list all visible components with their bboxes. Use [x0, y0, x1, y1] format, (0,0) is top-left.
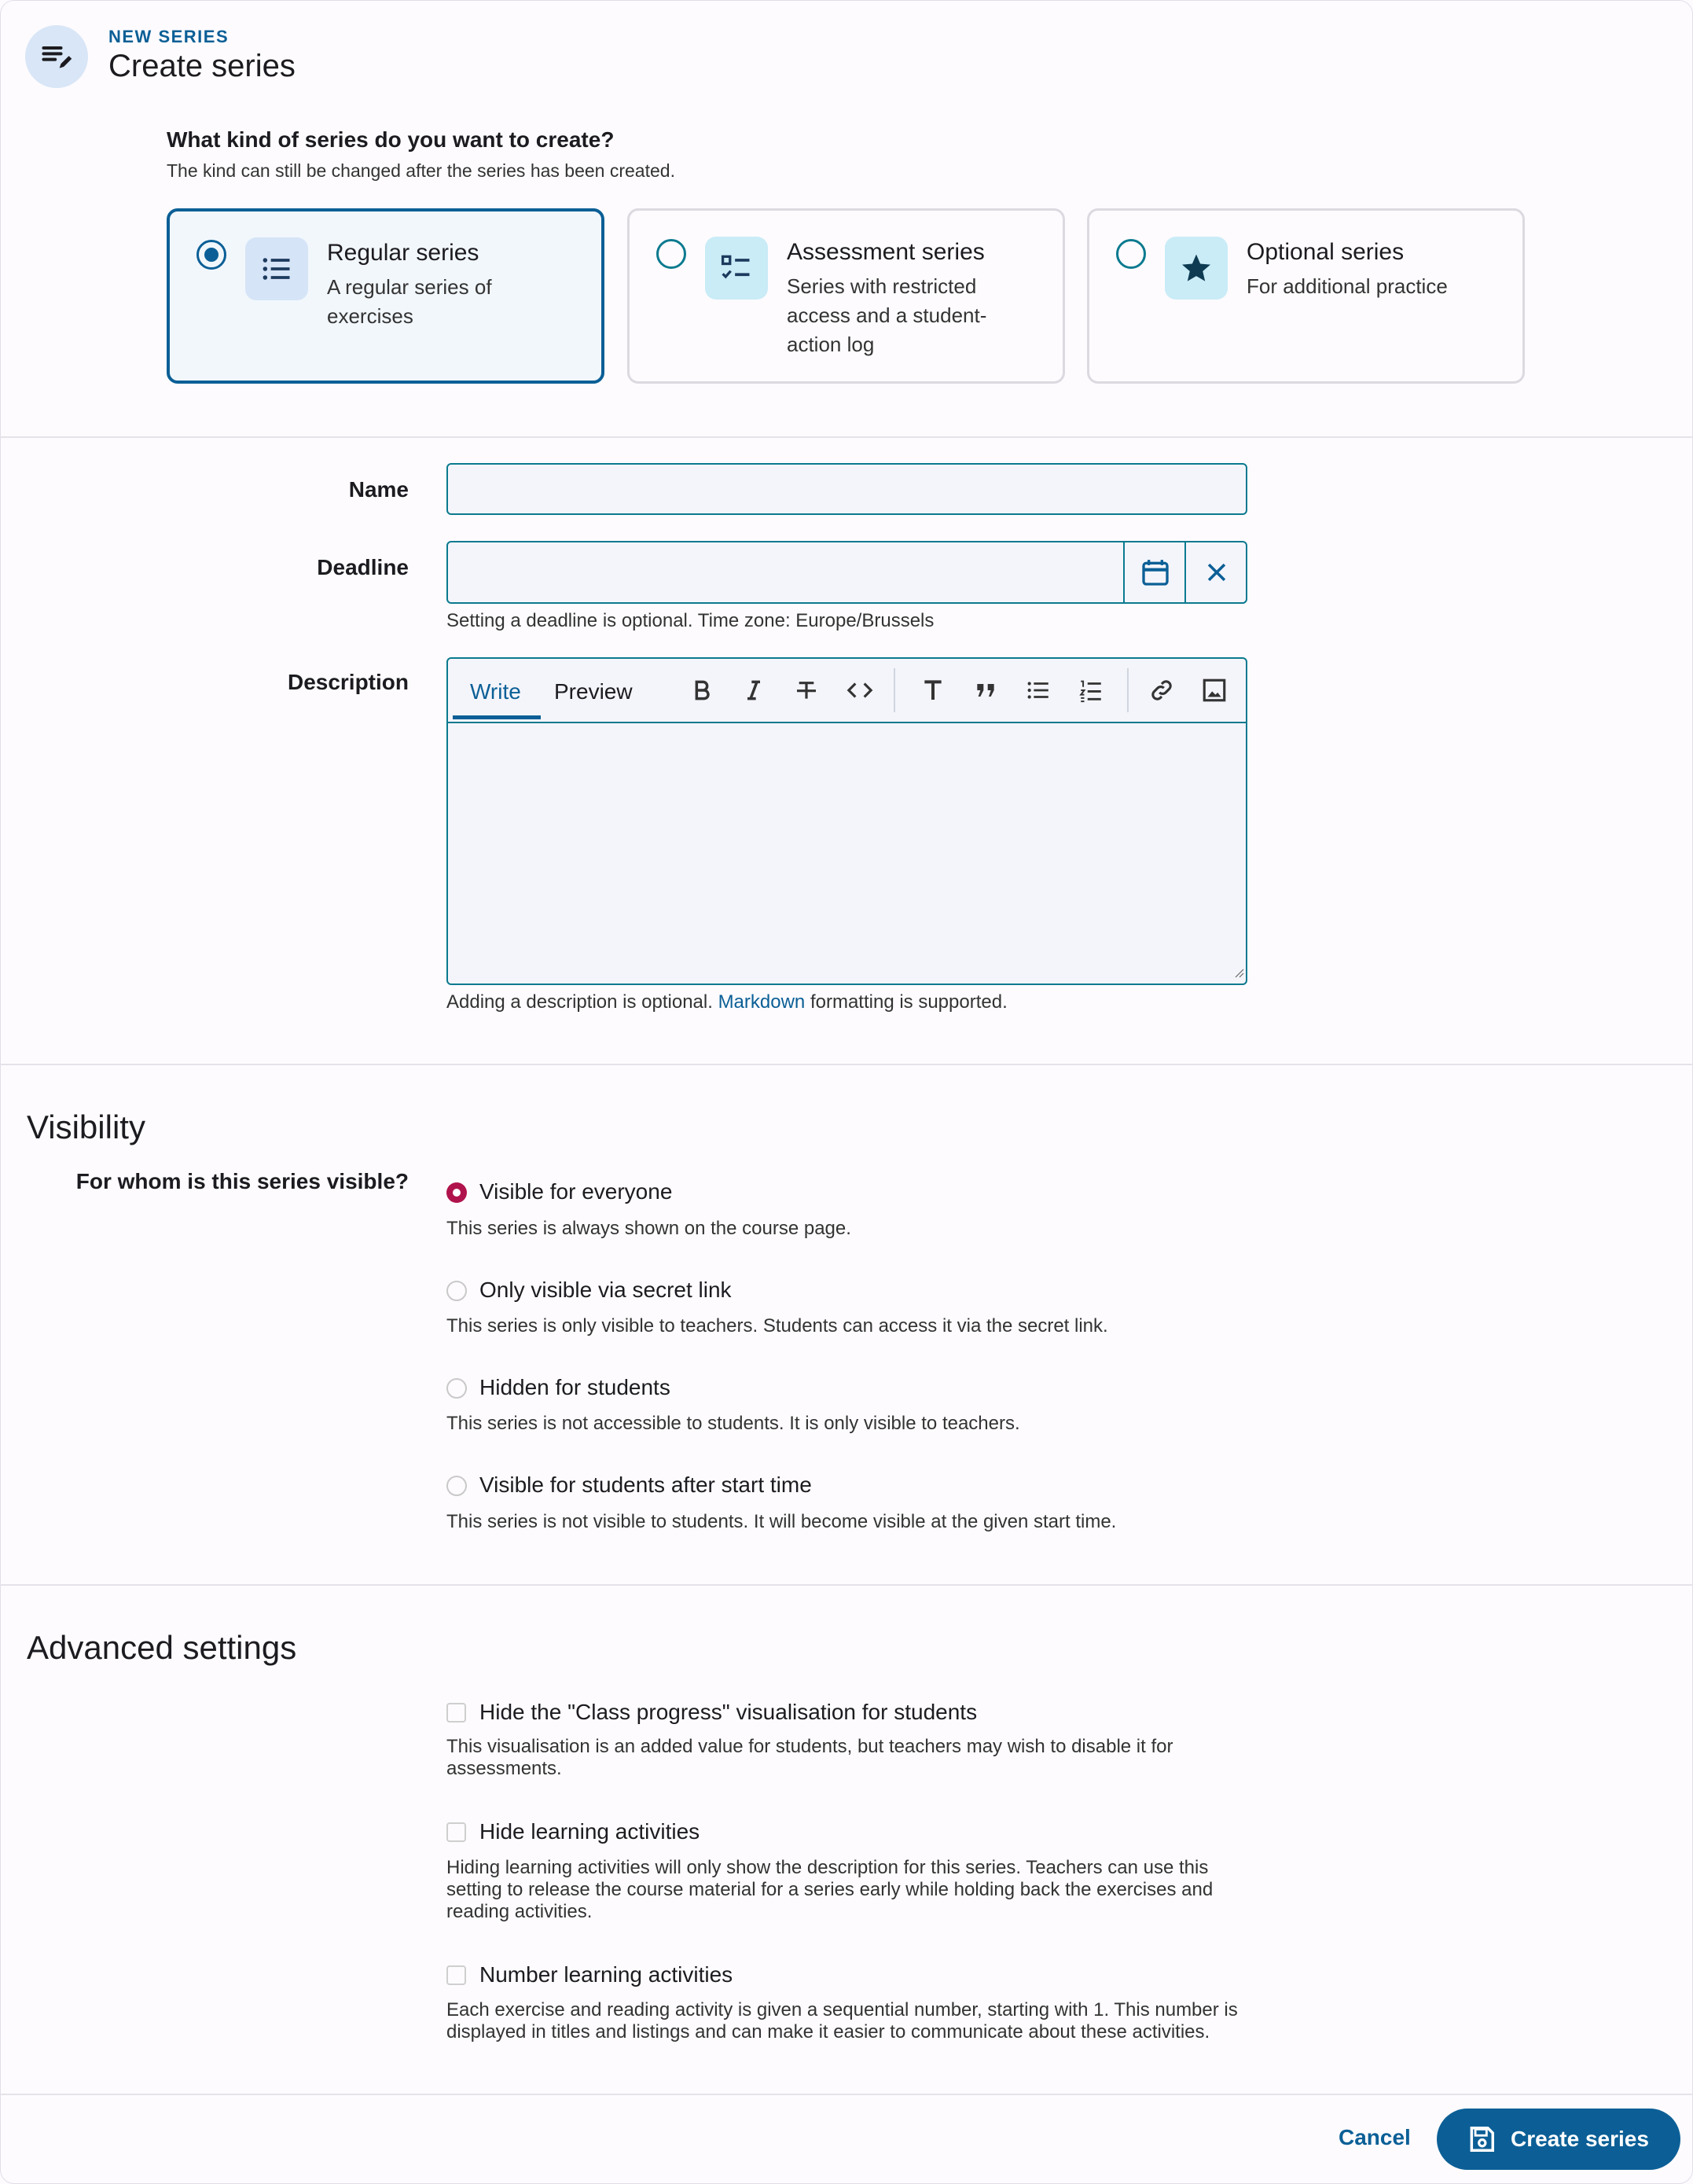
desc-number-learning-activities: Each exercise and reading activity is given a sequential number, starting with 1. This number is displayed in titles and listings and can make it easier to communicate about these activities.: [446, 1999, 1238, 2042]
kind-radio-assessment[interactable]: [656, 239, 686, 269]
divider: [0, 1584, 1693, 1586]
calendar-icon[interactable]: [1123, 542, 1186, 602]
italic-icon[interactable]: [736, 673, 771, 708]
description-help-suffix: formatting is supported.: [810, 991, 1008, 1013]
visibility-radio-after-start[interactable]: [446, 1476, 467, 1496]
star-icon: [1165, 237, 1228, 300]
code-icon[interactable]: [843, 673, 877, 708]
deadline-help: Setting a deadline is optional. Time zone: Europe/Brussels: [446, 610, 935, 631]
editor-toolbar: [448, 659, 1246, 723]
kind-name-assessment: Assessment series: [787, 239, 985, 265]
divider: [0, 2094, 1693, 2095]
name-label: Name: [348, 477, 409, 502]
kind-option-optional[interactable]: [1087, 208, 1525, 384]
active-tab-indicator: [453, 715, 541, 719]
visibility-desc-secret-link: This series is only visible to teachers. Students can access it via the secret link.: [446, 1315, 1108, 1337]
toolbar-separator: [1127, 668, 1129, 712]
image-icon[interactable]: [1197, 673, 1232, 708]
markdown-link[interactable]: Markdown: [718, 991, 806, 1013]
link-icon[interactable]: [1144, 673, 1179, 708]
kind-desc-optional: For additional practice: [1247, 274, 1448, 298]
description-help: [446, 991, 1008, 1013]
kind-option-assessment[interactable]: [627, 208, 1065, 384]
divider: [0, 1064, 1693, 1065]
visibility-radio-everyone[interactable]: [446, 1182, 467, 1203]
description-help-prefix: Adding a description is optional.: [446, 991, 713, 1013]
label-hide-class-progress[interactable]: Hide the "Class progress" visualisation for students: [479, 1700, 978, 1724]
description-label: Description: [287, 670, 409, 694]
deadline-field[interactable]: [446, 541, 1247, 604]
name-input[interactable]: [446, 463, 1247, 515]
visibility-desc-hidden: This series is not accessible to students. It is only visible to teachers.: [446, 1413, 1020, 1434]
advanced-settings-title: Advanced settings: [27, 1629, 297, 1666]
kind-name-optional: Optional series: [1247, 239, 1405, 265]
visibility-radio-hidden[interactable]: [446, 1378, 467, 1399]
kind-hint: The kind can still be changed after the series has been created.: [167, 160, 675, 181]
visibility-label-everyone[interactable]: Visible for everyone: [479, 1179, 673, 1204]
visibility-label-secret-link[interactable]: Only visible via secret link: [479, 1278, 732, 1302]
bold-icon[interactable]: [685, 673, 719, 708]
visibility-label-after-start[interactable]: Visible for students after start time: [479, 1473, 812, 1497]
markdown-editor: [446, 657, 1247, 985]
tab-write[interactable]: Write: [470, 679, 521, 704]
visibility-title: Visibility: [27, 1109, 145, 1145]
checkbox-number-learning-activities[interactable]: [446, 1965, 466, 1985]
dialog-title: Create series: [108, 49, 296, 83]
kind-desc-regular: A regular series of exercises: [327, 275, 492, 328]
kind-desc-assessment: Series with restricted access and a student-action log: [787, 274, 987, 356]
toolbar-separator: [894, 668, 895, 712]
kind-radio-regular[interactable]: [196, 240, 226, 270]
label-number-learning-activities[interactable]: Number learning activities: [479, 1962, 733, 1987]
save-icon: [1467, 2124, 1497, 2158]
desc-hide-class-progress: This visualisation is an added value for students, but teachers may wish to disable it for assessments.: [446, 1736, 1173, 1779]
divider: [0, 436, 1693, 438]
tab-preview[interactable]: Preview: [554, 679, 633, 704]
dialog-eyebrow: NEW SERIES: [108, 27, 230, 46]
visibility-radio-secret-link[interactable]: [446, 1281, 467, 1301]
visibility-question: For whom is this series visible?: [75, 1169, 409, 1193]
visibility-label-hidden[interactable]: Hidden for students: [479, 1375, 670, 1399]
checkbox-hide-class-progress[interactable]: [446, 1703, 466, 1723]
heading-icon[interactable]: [916, 673, 950, 708]
kind-question: What kind of series do you want to create?: [167, 127, 615, 152]
create-series-label: Create series: [1511, 2127, 1649, 2151]
visibility-desc-everyone: This series is always shown on the course page.: [446, 1218, 851, 1239]
checkbox-hide-learning-activities[interactable]: [446, 1822, 466, 1842]
resize-handle-icon[interactable]: [1233, 967, 1244, 982]
desc-hide-learning-activities: Hiding learning activities will only show the description for this series. Teachers can use this setting to release the course material for a series early while holding back the exercises and reading activities.: [446, 1857, 1214, 1922]
description-textarea[interactable]: [461, 734, 1231, 970]
kind-radio-optional[interactable]: [1116, 239, 1146, 269]
deadline-label: Deadline: [317, 555, 409, 579]
unordered-list-icon[interactable]: [1021, 673, 1056, 708]
create-series-button[interactable]: [1437, 2109, 1680, 2170]
kind-option-regular[interactable]: [167, 208, 604, 384]
label-hide-learning-activities[interactable]: Hide learning activities: [479, 1819, 700, 1844]
strikethrough-icon[interactable]: [789, 673, 824, 708]
edit-list-icon: [25, 25, 88, 88]
list-icon: [245, 237, 308, 300]
kind-name-regular: Regular series: [327, 240, 479, 266]
checklist-icon: [705, 237, 768, 300]
clear-icon[interactable]: [1184, 542, 1247, 602]
visibility-desc-after-start: This series is not visible to students. It will become visible at the given start time.: [446, 1511, 1117, 1532]
cancel-button[interactable]: Cancel: [1339, 2125, 1411, 2149]
ordered-list-icon[interactable]: [1074, 673, 1108, 708]
quote-icon[interactable]: [968, 673, 1003, 708]
